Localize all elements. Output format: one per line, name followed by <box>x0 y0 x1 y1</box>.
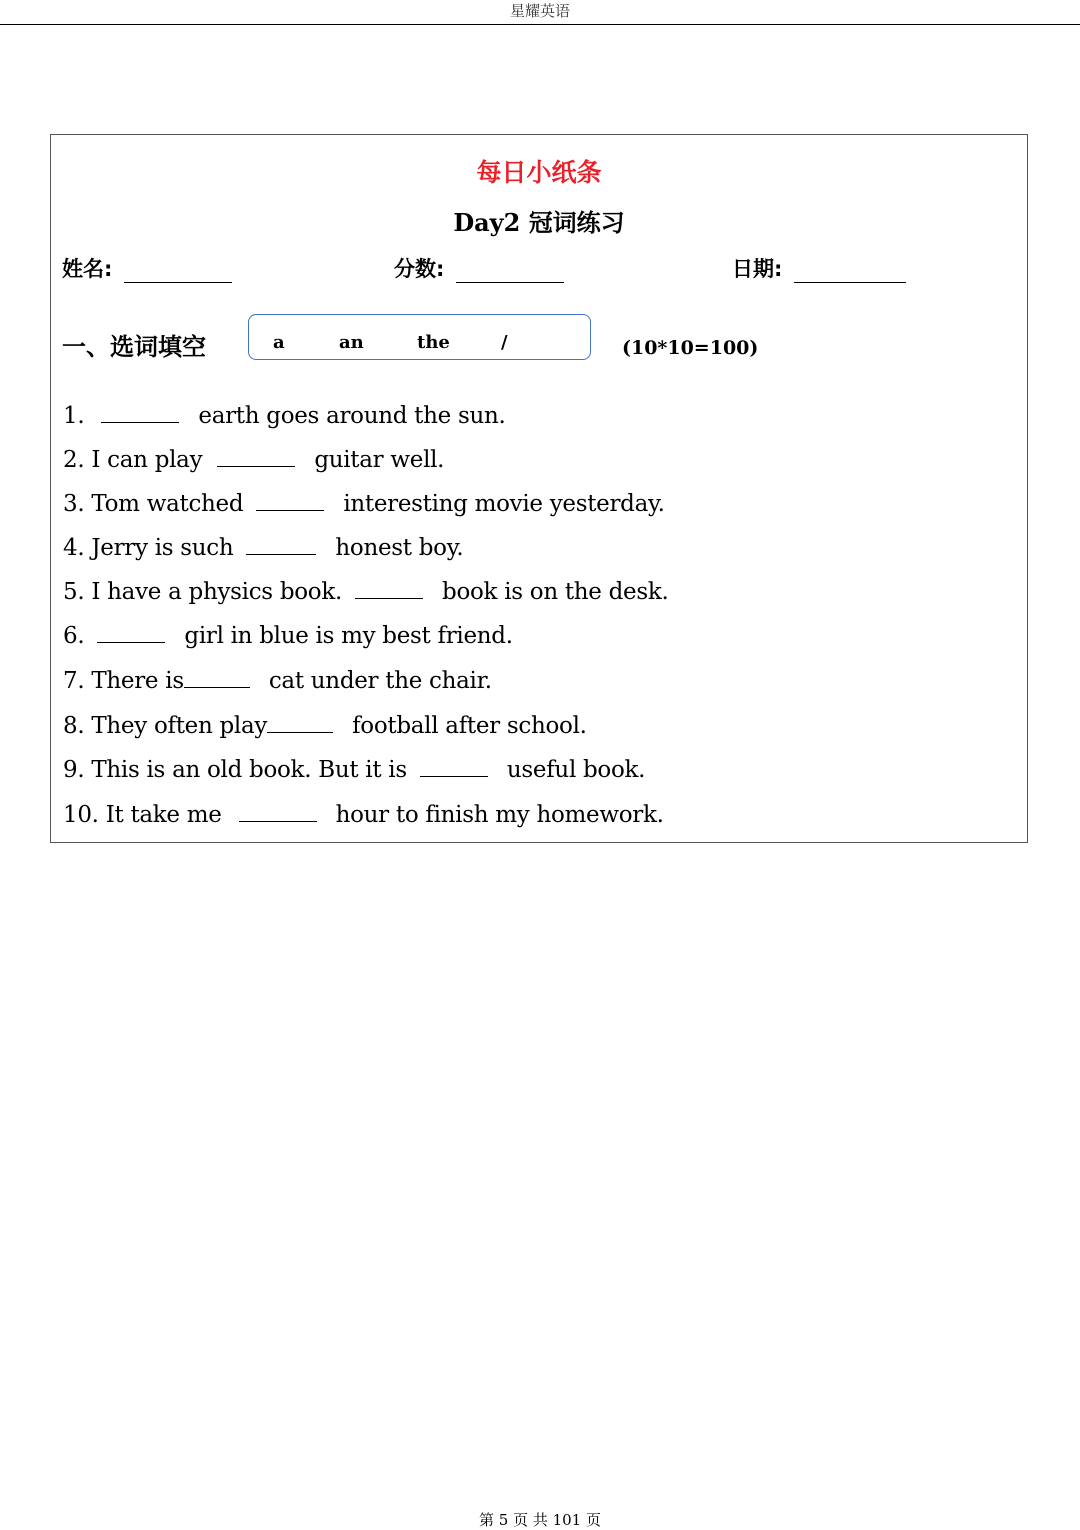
question-before: There is <box>91 668 184 694</box>
answer-blank[interactable] <box>355 580 423 599</box>
choice-an: an <box>339 332 364 353</box>
worksheet-title: 每日小纸条 <box>476 158 602 187</box>
question-number: 4. <box>63 535 85 561</box>
question-before: It take me <box>105 802 222 828</box>
score-note: (10*10=100) <box>622 337 759 359</box>
date-field <box>732 253 906 283</box>
question-1 <box>63 403 506 429</box>
subtitle-topic: 冠词练习 <box>528 209 625 237</box>
question-2 <box>63 447 444 473</box>
question-before: Tom watched <box>91 491 244 517</box>
page-header <box>0 0 1080 25</box>
subtitle-day: Day2 <box>453 208 521 237</box>
question-after: earth goes around the sun. <box>198 403 506 429</box>
question-after: honest boy. <box>335 535 464 561</box>
answer-blank[interactable] <box>246 536 316 555</box>
question-number: 7. <box>63 668 85 694</box>
question-after: useful book. <box>506 757 646 783</box>
question-before: They often play <box>91 713 268 739</box>
answer-blank[interactable] <box>267 714 333 733</box>
answer-blank[interactable] <box>420 758 488 777</box>
question-number: 9. <box>63 757 85 783</box>
question-number: 6. <box>63 623 85 649</box>
question-number: 5. <box>63 579 85 605</box>
score-label: 分数: <box>394 257 445 281</box>
question-after: football after school. <box>352 713 587 739</box>
question-after: girl in blue is my best friend. <box>184 623 513 649</box>
question-after: book is on the desk. <box>442 579 669 605</box>
choice-the: the <box>417 332 450 353</box>
name-label: 姓名: <box>62 257 113 281</box>
question-4 <box>63 535 463 561</box>
score-field <box>394 253 564 283</box>
question-10 <box>63 802 664 828</box>
answer-blank[interactable] <box>256 492 324 511</box>
question-before: This is an old book. But it is <box>91 757 407 783</box>
date-label: 日期: <box>732 257 783 281</box>
name-field <box>62 253 232 283</box>
name-blank[interactable] <box>124 260 232 283</box>
page-number: 第 5 页 共 101 页 <box>478 1511 601 1529</box>
question-7 <box>63 668 492 694</box>
answer-blank[interactable] <box>97 624 165 643</box>
answer-blank[interactable] <box>184 669 250 688</box>
worksheet-subtitle <box>51 203 1027 238</box>
section-title: 一、选词填空 <box>62 333 206 361</box>
date-blank[interactable] <box>794 260 906 283</box>
question-3 <box>63 491 665 517</box>
choice-a: a <box>273 332 285 353</box>
page-footer <box>0 1509 1080 1530</box>
question-after: interesting movie yesterday. <box>343 491 665 517</box>
answer-blank[interactable] <box>217 448 295 467</box>
question-before: Jerry is such <box>91 535 234 561</box>
worksheet-box <box>50 134 1028 843</box>
question-after: guitar well. <box>314 447 445 473</box>
question-5 <box>63 579 669 605</box>
answer-blank[interactable] <box>101 404 179 423</box>
question-9 <box>63 757 645 783</box>
question-before: I have a physics book. <box>91 579 342 605</box>
score-blank[interactable] <box>456 260 564 283</box>
question-number: 10. <box>63 802 99 828</box>
question-number: 8. <box>63 713 85 739</box>
question-before: I can play <box>91 447 203 473</box>
question-6 <box>63 623 513 649</box>
question-after: cat under the chair. <box>268 668 492 694</box>
choice-none: / <box>501 332 508 353</box>
question-8 <box>63 713 587 739</box>
question-after: hour to finish my homework. <box>335 802 664 828</box>
question-number: 3. <box>63 491 85 517</box>
question-number: 1. <box>63 403 85 429</box>
answer-blank[interactable] <box>239 803 317 822</box>
question-number: 2. <box>63 447 85 473</box>
word-choice-box <box>248 314 591 360</box>
brand-name: 星耀英语 <box>509 2 570 20</box>
